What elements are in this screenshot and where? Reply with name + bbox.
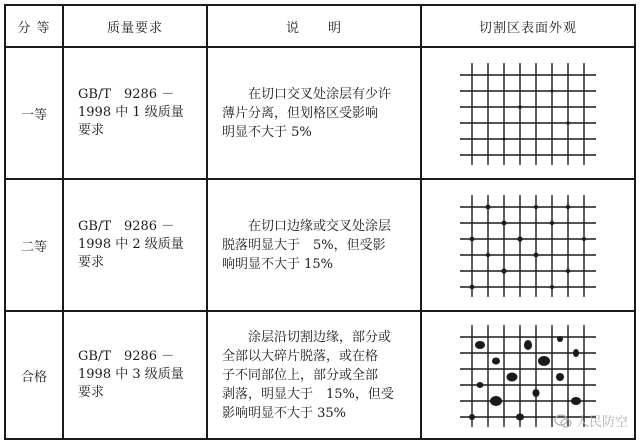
watermark [554,411,628,430]
description-line: 脱落明显大于 5%，但受影 [222,237,386,253]
crosshatch-grid-moderate [458,189,598,301]
header-cut-surface: 切割区表面外观 [478,20,577,36]
grade-label: 二等 [20,239,47,255]
table-border-bottom [4,438,636,440]
watermark-text: 人民防空 [575,415,628,430]
description-text [208,48,420,178]
standard-line: 要求 [78,255,105,270]
description-line: 涂层沿切割边缘，部分或 [248,329,392,345]
standard-line: GB/T 9286 － [78,87,175,102]
header-description: 说 明 [285,20,342,36]
standard-requirement [64,312,206,438]
description-text [208,180,420,310]
quality-grade-table [4,4,636,440]
description-line: 明显不大于 5% [222,124,312,140]
wechat-logo-icon [554,414,572,428]
description-text [208,312,420,438]
standard-line: 1998 中 2 级质量 [78,237,184,252]
description-line: 剥落，明显大于 15%，但受 [222,386,394,402]
standard-line: GB/T 9286 － [78,349,175,364]
grade-label: 一等 [20,107,47,123]
description-line: 全部以大碎片脱落，或在格 [222,348,379,364]
header-grade: 分 等 [17,20,51,36]
description-line: 响明显不大于 15% [222,256,334,272]
table-border-right [634,4,636,440]
grade-label: 合格 [20,369,47,385]
header-quality-requirement: 质量要求 [106,20,163,36]
standard-line: GB/T 9286 － [78,219,175,234]
description-line: 在切口边缘或交叉处涂层 [248,218,392,234]
standard-requirement [64,180,206,310]
cut-surface-illustration [422,180,634,310]
description-line: 影响明显不大于 35% [222,405,347,421]
description-line: 薄片分离，但划格区受影响 [222,105,379,121]
description-line: 子不同部位上，部分或全部 [222,367,379,383]
standard-line: 要求 [78,385,105,400]
standard-requirement [64,48,206,178]
standard-line: 1998 中 1 级质量 [78,105,184,120]
standard-line: 1998 中 3 级质量 [78,367,184,382]
cut-surface-illustration [422,48,634,178]
description-line: 在切口交叉处涂层有少许 [248,86,392,102]
standard-line: 要求 [78,123,105,138]
crosshatch-grid-slight [458,57,598,169]
